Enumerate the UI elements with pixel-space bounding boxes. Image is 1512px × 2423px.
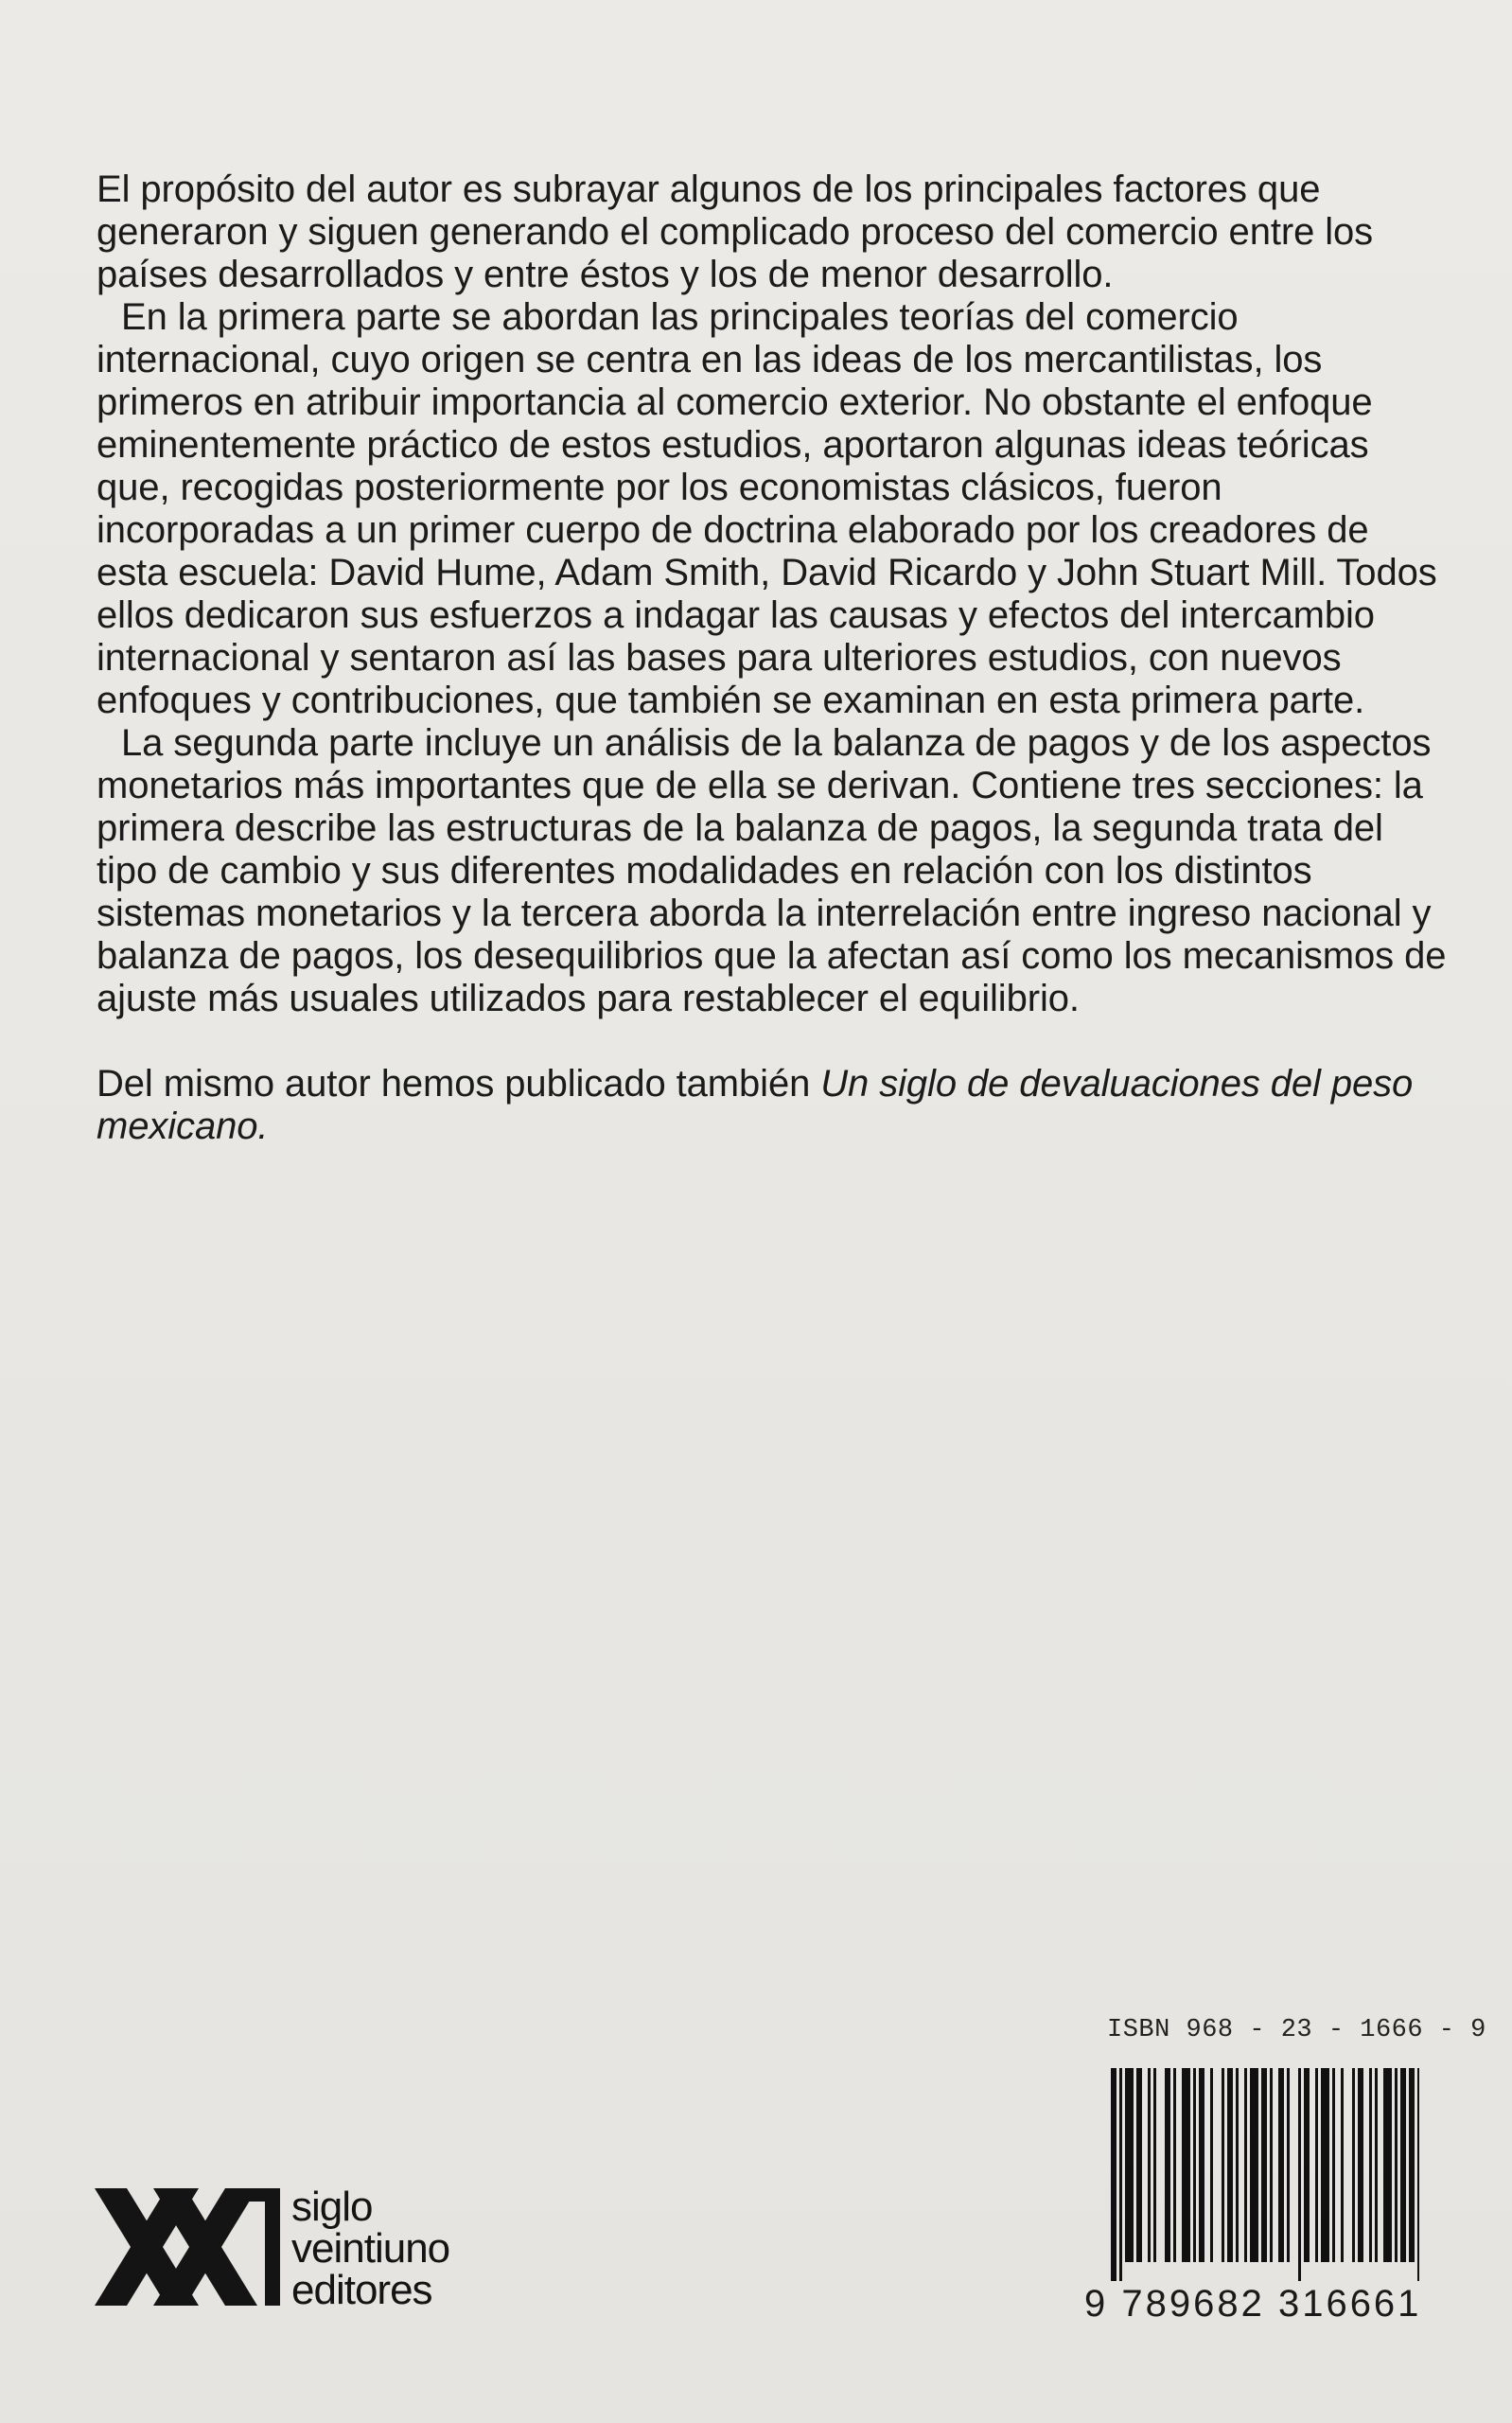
barcode-bar [1417, 2068, 1419, 2281]
barcode-bar [1111, 2068, 1116, 2281]
barcode-bar [1125, 2068, 1134, 2262]
barcode-bar [1199, 2068, 1204, 2262]
barcode-bar [1173, 2068, 1176, 2262]
barcode-bar [1270, 2068, 1273, 2262]
barcode-bar [1375, 2068, 1378, 2262]
barcode-bar [1136, 2068, 1142, 2262]
barcode-bar [1148, 2068, 1151, 2262]
barcode-bar [1236, 2068, 1239, 2262]
barcode-bar [1261, 2068, 1267, 2262]
publisher-name-line-3: editores [291, 2267, 432, 2313]
isbn-label: ISBN 968 - 23 - 1666 - 9 [1107, 2016, 1486, 2044]
barcode-bar [1409, 2068, 1415, 2262]
barcode-bar [1358, 2068, 1363, 2262]
barcode-bar [1222, 2068, 1224, 2262]
barcode-bar [1210, 2068, 1213, 2262]
also-by-author-title: Un siglo de devaluaciones del peso mexicano. [97, 1063, 1414, 1147]
barcode-bar [1278, 2068, 1284, 2262]
barcode-bar [1165, 2068, 1170, 2262]
also-by-author [97, 1063, 1450, 1148]
barcode-bar [1119, 2068, 1122, 2281]
publisher-name [291, 2186, 449, 2311]
blurb-paragraph-2: En la primera parte se abordan las principales teorías del comercio internacional, cuyo origen se centra en las ideas de los mercantilistas, los primeros en atribuir importancia al comercio exterior. No obstante el enfoque eminentemente práctico de estos estudios, aportaron algunas ideas teóricas que, recogidas posteriormente por los economistas clásicos, fueron incorporadas a un primer cuerpo de doctrina elaborado por los creadores de esta escuela: David Hume, Adam Smith, David Ricardo y John Stuart Mill. Todos ellos dedicaron sus esfuerzos a indagar las causas y efectos del intercambio internacional y sentaron así las bases para ulteriores estudios, con nuevos enfoques y contribuciones, que también se examinan en esta primera parte. [97, 296, 1437, 721]
blurb-paragraph-1: El propósito del autor es subrayar algunos de los principales factores que generaron y siguen generando el complicado proceso del comercio entre los países desarrollados y entre éstos y los de menor desarrollo. [97, 168, 1374, 295]
barcode-bar [1400, 2068, 1406, 2262]
barcode-bar [1153, 2068, 1156, 2262]
barcode-bar [1369, 2068, 1372, 2262]
barcode-bar [1341, 2068, 1344, 2262]
publisher-name-line-1: siglo [291, 2184, 373, 2230]
barcode-bar [1250, 2068, 1258, 2262]
barcode-bar [1298, 2068, 1301, 2281]
barcode-bar [1352, 2068, 1355, 2262]
barcode-bar [1395, 2068, 1398, 2262]
blurb-text [97, 168, 1450, 1148]
blurb-paragraph-3: La segunda parte incluye un análisis de la balanza de pagos y de los aspectos monetarios más importantes que de ella se derivan. Contiene tres secciones: la primera describe las estructuras de la balanza de pagos, la segunda trata del tipo de cambio y sus diferentes modalidades en relación con los distintos sistemas monetarios y la tercera aborda la interrelación entre ingreso nacional y balanza de pagos, los desequilibrios que la afectan así como los mecanismos de ajuste más usuales utilizados para restablecer el equilibrio. [97, 722, 1447, 1019]
barcode-bar [1321, 2068, 1329, 2262]
publisher-name-line-2: veintiuno [291, 2225, 450, 2272]
barcode-bar [1244, 2068, 1247, 2262]
barcode-bar [1287, 2068, 1290, 2262]
barcode-bar [1315, 2068, 1318, 2262]
barcode-bar [1383, 2068, 1392, 2262]
barcode [1111, 2068, 1419, 2281]
barcode-bar [1332, 2068, 1335, 2262]
barcode-bar [1227, 2068, 1233, 2262]
barcode-bar [1182, 2068, 1190, 2262]
also-by-author-prefix: Del mismo autor hemos publicado también [97, 1063, 821, 1105]
barcode-bar [1304, 2068, 1310, 2262]
barcode-bar [1193, 2068, 1196, 2262]
ean-digits: 9 789682 316661 [1084, 2283, 1422, 2325]
